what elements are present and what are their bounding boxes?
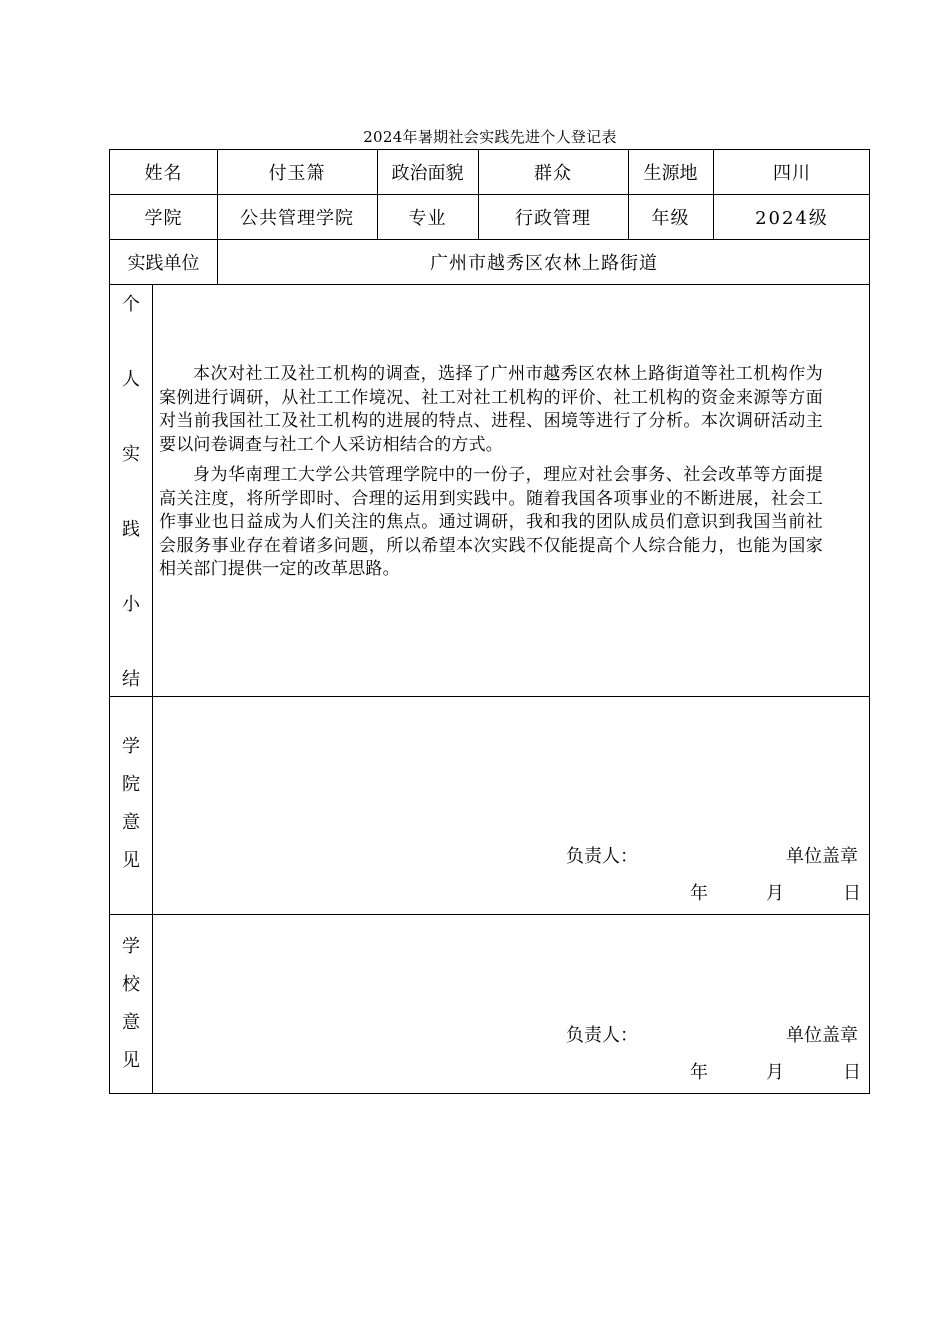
summary-paragraph: 本次对社工及社工机构的调查，选择了广州市越秀区农林上路街道等社工机构作为案例进行调研，从社工工作境况、社工对社工机构的评价、社工机构的资金来源等方面对当前我国社工及社工机构的进展的特点、进程、困境等进行了分析。本次调研活动主要以问卷调查与社工个人采访相结合的方式。: [159, 364, 823, 455]
row-divider: [110, 914, 869, 915]
row-divider: [110, 284, 869, 285]
summary-label-char: 个: [122, 294, 140, 315]
summary-label: [110, 284, 152, 696]
college-value: 公共管理学院: [240, 207, 354, 229]
page-title: 2024年暑期社会实践先进个人登记表: [363, 128, 617, 146]
practice-summary-text: [159, 363, 823, 589]
summary-label-char: 践: [122, 519, 140, 540]
college-seal-label: 单位盖章: [786, 846, 858, 867]
summary-label-char: 人: [122, 369, 140, 390]
politics-label: 政治面貌: [391, 163, 464, 184]
summary-label-char: 结: [122, 669, 140, 690]
college-opinion-label: [110, 696, 152, 914]
registration-form-table: [109, 149, 870, 1094]
origin-value: 四川: [773, 163, 811, 184]
school-opinion-char: 校: [122, 974, 140, 995]
college-opinion-char: 学: [122, 736, 140, 757]
school-opinion-char: 学: [122, 936, 140, 957]
summary-label-char: 实: [122, 444, 140, 465]
college-label: 学院: [144, 207, 183, 229]
name-label: 姓名: [144, 163, 183, 184]
school-opinion-char: 见: [122, 1050, 140, 1071]
grade-label: 年级: [651, 207, 690, 229]
politics-value: 群众: [534, 163, 572, 184]
school-date-year: 年: [690, 1062, 708, 1083]
college-date-day: 日: [843, 883, 861, 904]
practice-unit-label: 实践单位: [127, 252, 200, 274]
college-date-month: 月: [766, 883, 784, 904]
college-responsible-label: 负责人：: [566, 846, 638, 867]
summary-label-char: 小: [122, 594, 140, 615]
major-value: 行政管理: [515, 207, 591, 229]
school-date-month: 月: [766, 1062, 784, 1083]
school-opinion-label: [110, 914, 152, 1094]
origin-label: 生源地: [643, 163, 698, 184]
college-date-year: 年: [690, 883, 708, 904]
school-seal-label: 单位盖章: [786, 1025, 858, 1046]
school-date-day: 日: [843, 1062, 861, 1083]
school-responsible-label: 负责人：: [566, 1025, 638, 1046]
college-opinion-char: 意: [122, 812, 140, 833]
major-label: 专业: [408, 207, 447, 229]
college-opinion-char: 见: [122, 850, 140, 871]
school-opinion-char: 意: [122, 1012, 140, 1033]
practice-unit-value: 广州市越秀区农林上路街道: [430, 252, 658, 274]
college-opinion-char: 院: [122, 774, 140, 795]
summary-paragraph: 身为华南理工大学公共管理学院中的一份子，理应对社会事务、社会改革等方面提高关注度，将所学即时、合理的运用到实践中。随着我国各项事业的不断进展，社会工作事业也日益成为人们关注的焦点。通过调研，我和我的团队成员们意识到我国当前社会服务事业存在着诸多问题，所以希望本次实践不仅能提高个人综合能力，也能为国家相关部门提供一定的改革思路。: [159, 465, 823, 579]
grade-value: 2024级: [755, 207, 829, 229]
row-divider: [110, 696, 869, 697]
col-divider: [152, 284, 153, 1094]
name-value: 付玉箫: [268, 163, 326, 184]
